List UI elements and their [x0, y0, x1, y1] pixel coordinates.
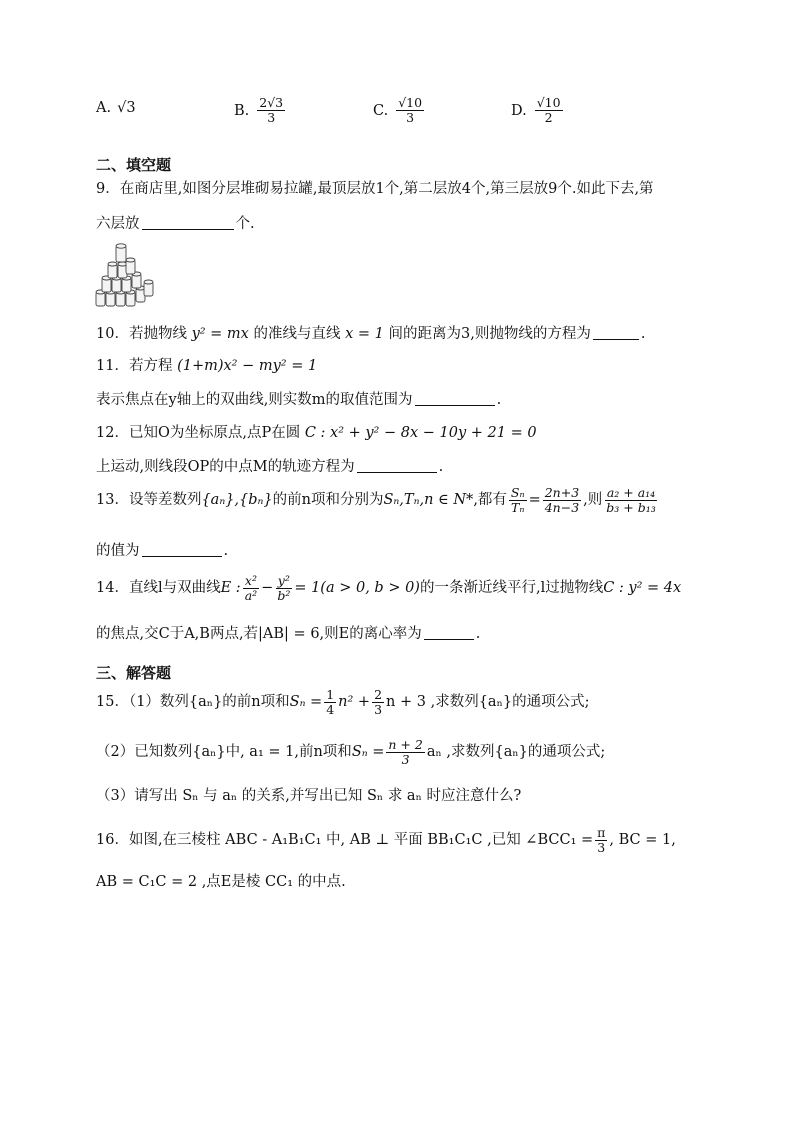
q14-line1: 14．直线l与双曲线 E : $\frac{\text{x²}}{\text{a²}}$ − $\frac{\text{y²}}{\text{b²}}$ = 1(a > 0, b > 0) 的一条渐近线平行,l过抛物线 C : y² = 4x [96, 573, 682, 604]
q16-line1: 16．如图,在三棱柱 ABC - A₁B₁C₁ 中, AB ⊥ 平面 BB₁C₁C ,已知 ∠BCC₁ = $\frac{\pi}{3}$ , BC = 1, [96, 825, 676, 856]
choice-b[interactable]: B. $\frac{2√3}{3}$ [234, 95, 284, 126]
q9-line1: 9．在商店里,如图分层堆砌易拉罐,最顶层放1个,第二层放4个,第三层放9个.如此下去,第 [96, 181, 654, 197]
q10-answer-blank[interactable] [593, 325, 639, 340]
choice-c-fraction: $\frac{√10}{3}$ [398, 95, 423, 126]
q14-y-frac: $\frac{\text{y²}}{\text{b²}}$ [277, 573, 291, 604]
choice-d-fraction: $\frac{√10}{2}$ [536, 95, 561, 126]
q13-s-over-t: $\frac{\text{Sₙ}}{\text{Tₙ}}$ [510, 485, 525, 516]
choice-a-value: √3 [117, 100, 136, 116]
q15-part2: （2）已知数列{aₙ}中, a₁ = 1,前n项和 Sₙ = $\frac{n + 2}{3}$ aₙ ,求数列{aₙ}的通项公式; [96, 737, 606, 768]
q13-line1: 13．设等差数列 {aₙ},{bₙ} 的前n项和分别为 Sₙ,Tₙ,n ∈ N* ,都有 $\frac{\text{Sₙ}}{\text{Tₙ}}$ = $\frac{2n+3}{4n-3}$ ,则 $\frac{\text{a₂ + a₁₄}}{\text{b₃ + b₁₃}}$ [96, 485, 656, 516]
q12-line2: 上运动,则线段OP的中点M的轨迹方程为 . [96, 459, 444, 475]
q13-line2: 的值为 . [96, 543, 229, 559]
q11-line1: 11．若方程 (1+m)x² − my² = 1 [96, 358, 318, 374]
q15-part1: 15．（1）数列{aₙ}的前n项和 Sₙ = $\frac{1}{4}$ n² + $\frac{2}{3}$ n + 3 ,求数列{aₙ}的通项公式; [96, 687, 590, 718]
q13-ratio: $\frac{2n+3}{4n-3}$ [544, 485, 580, 516]
section-heading-solutions: 三、解答题 [96, 664, 172, 682]
q14-x-frac: $\frac{\text{x²}}{\text{a²}}$ [244, 573, 258, 604]
q11-answer-blank[interactable] [415, 391, 495, 406]
q10: 10．若抛物线 y² = mx 的准线与直线 x = 1 间的距离为3,则抛物线的方程为 . [96, 326, 646, 342]
section-heading-fill-in: 二、填空题 [96, 156, 172, 174]
q15-part3: （3）请写出 Sₙ 与 aₙ 的关系,并写出已知 Sₙ 求 aₙ 时应注意什么? [96, 788, 522, 804]
q13-target: $\frac{\text{a₂ + a₁₄}}{\text{b₃ + b₁₃}}$ [606, 485, 656, 516]
q14-answer-blank[interactable] [424, 625, 474, 640]
q13-answer-blank[interactable] [142, 542, 222, 557]
q16-line2: AB = C₁C = 2 ,点E是棱 CC₁ 的中点. [96, 874, 346, 890]
choice-c[interactable]: C. $\frac{√10}{3}$ [373, 95, 423, 126]
q14-line2: 的焦点,交C于A,B两点,若|AB| = 6,则E的离心率为 . [96, 626, 481, 642]
q12-answer-blank[interactable] [357, 458, 437, 473]
q11-line2: 表示焦点在y轴上的双曲线,则实数m的取值范围为 . [96, 392, 502, 408]
q12-line1: 12．已知O为坐标原点,点P在圆 C : x² + y² − 8x − 10y + 21 = 0 [96, 425, 537, 441]
choice-a[interactable]: A. √3 [96, 100, 136, 116]
choice-d[interactable]: D. $\frac{√10}{2}$ [511, 95, 561, 126]
choice-b-fraction: $\frac{2√3}{3}$ [259, 95, 284, 126]
can-stack-figure [94, 238, 156, 310]
q9-answer-blank[interactable] [142, 215, 234, 230]
q9-line2: 六层放 个. [96, 216, 255, 232]
